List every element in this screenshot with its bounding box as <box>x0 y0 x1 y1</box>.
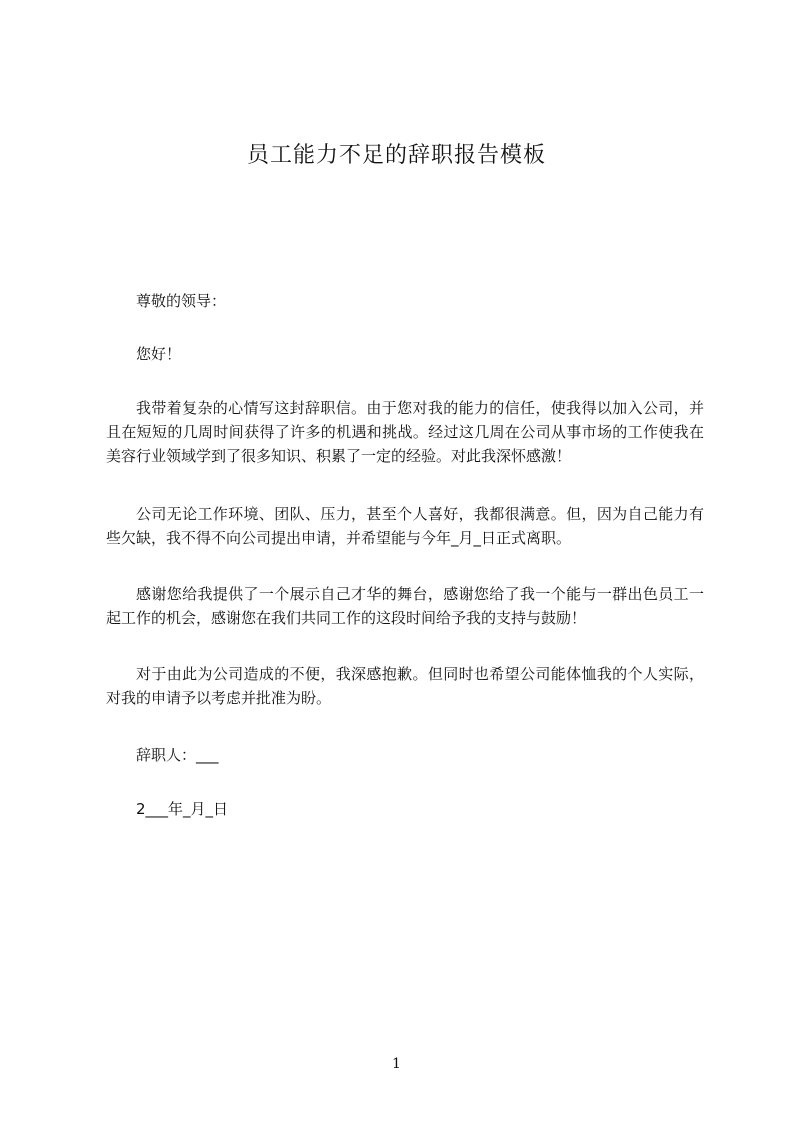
page-number: 1 <box>392 1056 401 1072</box>
body-paragraph: 对于由此为公司造成的不便，我深感抱歉。但同时也希望公司能体恤我的个人实际，对我的申请予以考虑并批准为盼。 <box>106 665 704 707</box>
greeting: 您好！ <box>136 345 182 363</box>
signer-line: 辞职人：___ <box>136 746 219 764</box>
date-line: 2___年_月_日 <box>136 800 229 818</box>
body-paragraph: 我带着复杂的心情写这封辞职信。由于您对我的能力的信任，使我得以加入公司，并且在短短的几周时间获得了许多的机遇和挑战。经过这几周在公司从事市场的工作使我在美容行业领域学到了很多知识、积累了一定的经验。对此我深怀感激！ <box>106 399 704 465</box>
document-title: 员工能力不足的辞职报告模板 <box>246 143 546 168</box>
body-paragraph: 公司无论工作环境、团队、压力，甚至个人喜好，我都很满意。但，因为自己能力有些欠缺，我不得不向公司提出申请，并希望能与今年_月_日正式离职。 <box>106 505 704 547</box>
salutation: 尊敬的领导： <box>136 292 227 310</box>
body-paragraph: 感谢您给我提供了一个展示自己才华的舞台，感谢您给了我一个能与一群出色员工一起工作的机会，感谢您在我们共同工作的这段时间给予我的支持与鼓励！ <box>106 585 704 627</box>
